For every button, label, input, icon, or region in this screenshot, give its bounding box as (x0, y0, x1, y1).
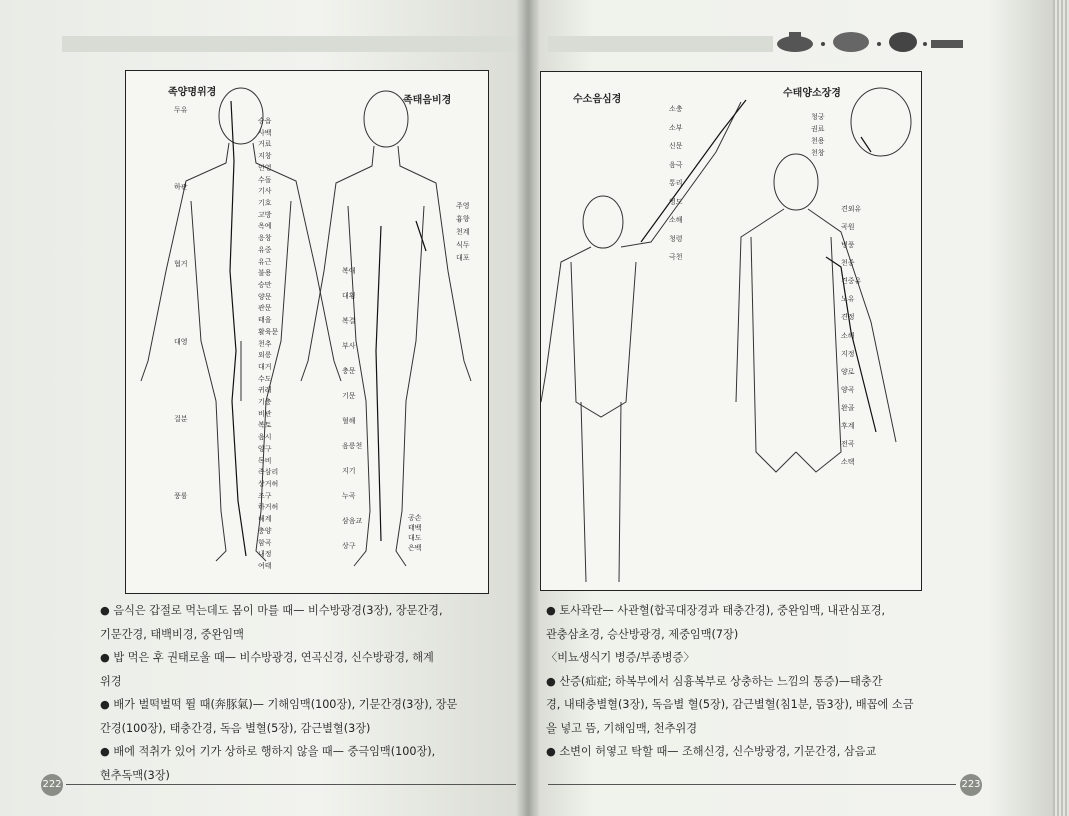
acupoint-label: 통리 (669, 179, 683, 187)
acupoint-label: 후계 (841, 421, 855, 430)
acupoint-label: 하관 (174, 183, 188, 192)
acupoint-label: 관문 (258, 304, 272, 313)
acupoint-label: 신문 (669, 142, 683, 150)
acupoint-label: 활육문 (258, 327, 279, 336)
acupoint-label: 불용 (258, 269, 272, 278)
acupoint-label: 대영 (174, 337, 188, 346)
right-body-text (546, 599, 914, 764)
acupoint-label: 음시 (258, 433, 272, 442)
acupoint-label: 소택 (841, 458, 855, 466)
acupoint-label: 완골 (841, 403, 855, 412)
acupoint-label: 곡원 (841, 223, 855, 232)
acupoint-label: 기문 (342, 392, 356, 400)
acupoint-label: 주영 (456, 202, 470, 210)
rice-cake-icon (833, 32, 869, 52)
paragraph-line: ● 산증(疝症; 하복부에서 심흉복부로 상충하는 느낌의 통증)—태충간 (546, 674, 883, 688)
paragraph-line: 경, 내태충별혈(3장), 독음별 혈(5장), 감근별혈(침1분, 뜸3장), 배꼽에 소금 (546, 698, 914, 711)
acupoint-label: 노유 (841, 295, 855, 304)
book-gutter (516, 0, 540, 816)
figure-title-heart-meridian: 수소음심경 (573, 94, 622, 105)
board-icon (931, 40, 963, 48)
left-page (0, 0, 528, 816)
acupoint-label: 고방 (258, 210, 272, 219)
acupoint-label: 음릉천 (342, 442, 363, 450)
acupoint-label: 지창 (258, 152, 272, 161)
acupoint-label: 지기 (342, 467, 356, 475)
paragraph-line: 위경 (100, 674, 122, 688)
acupoint-label: 수도 (258, 374, 272, 383)
acupoint-label: 수돌 (258, 175, 272, 184)
page-number-left: 222 (41, 774, 63, 796)
acupoint-label: 복애 (342, 267, 356, 275)
acupoint-label: 복결 (342, 317, 356, 325)
page-number-right: 223 (960, 774, 982, 796)
paragraph-line: ● 배가 벌떡벌떡 뛸 때(奔豚氣)— 기해임맥(100장), 기문간경(3장), 장문 (100, 698, 458, 711)
acupoint-label: 소해 (841, 331, 855, 340)
footer-rule (548, 784, 956, 785)
acupoint-label: 귀래 (258, 386, 272, 395)
acupoint-label: 식두 (456, 241, 470, 249)
acupoint-label: 부사 (342, 342, 356, 350)
acupoint-label: 응창 (258, 234, 272, 243)
acupoint-label: 견중유 (841, 277, 862, 286)
acupoint-label: 함곡 (258, 538, 272, 547)
acupoint-label: 청령 (669, 234, 683, 243)
acupoint-label: 청궁 (811, 113, 825, 121)
acupoint-label: 태백 (408, 524, 422, 532)
acupoint-label: 누곡 (342, 492, 356, 500)
paragraph-line: 기문간경, 태백비경, 중완임맥 (100, 627, 244, 641)
section-heading: 〈비뇨생식기 병증/부종병증〉 (546, 651, 695, 664)
acupoint-label: 기호 (258, 198, 272, 207)
acupoint-label: 흉향 (456, 215, 470, 223)
acupoint-label: 천용 (811, 137, 825, 145)
acupoint-label: 승읍 (258, 117, 272, 125)
pot-icon (777, 32, 813, 52)
acupoint-label: 음극 (669, 160, 683, 169)
acupoint-label: 복토 (258, 421, 272, 430)
acupoint-label: 권료 (811, 125, 825, 133)
acupoint-label: 충문 (342, 367, 356, 375)
acupoint-label: 영도 (669, 197, 683, 206)
acupoint-label: 대포 (456, 254, 470, 262)
acupoint-label: 공손 (408, 514, 422, 522)
acupoint-label: 혈해 (342, 417, 356, 425)
header-icons (775, 26, 965, 58)
acupoint-label: 대거 (258, 362, 272, 371)
acupoint-label: 걸분 (174, 414, 188, 423)
figure-title-small-intestine-meridian: 수태양소장경 (783, 88, 841, 99)
paragraph-line: ● 배에 적취가 있어 기가 상하로 행하지 않을 때— 중극임맥(100장), (100, 745, 436, 758)
acupoint-label: 대도 (408, 534, 422, 542)
paragraph-line: ● 음식은 갑절로 먹는데도 몸이 마를 때— 비수방광경(3장), 장문간경, (100, 604, 443, 617)
acupoint-label: 삼음교 (342, 517, 363, 525)
acupoint-label: 충양 (258, 526, 272, 535)
right-page (528, 0, 1069, 816)
acupoint-figure-left (125, 70, 489, 594)
acupoint-label: 기충 (258, 398, 272, 407)
acupoint-label: 병풍 (841, 241, 855, 250)
acupoint-label: 거료 (258, 140, 272, 149)
acupoint-label: 내정 (258, 550, 272, 559)
acupoint-label: 양문 (258, 292, 272, 301)
acupoint-label: 소충 (669, 105, 683, 113)
acupoint-label: 천창 (811, 149, 825, 157)
acupoint-label: 지정 (841, 349, 855, 358)
acupoint-label: 천추 (258, 339, 272, 348)
acupoint-label: 유근 (258, 257, 272, 266)
acupoint-label: 승만 (258, 280, 272, 289)
acupoint-label: 독비 (258, 456, 272, 465)
acupoint-label: 천계 (456, 228, 470, 236)
acupoint-label: 풍륭 (174, 492, 188, 500)
acupoint-label: 여태 (258, 562, 272, 570)
acupoint-label: 기사 (258, 187, 272, 196)
header-decoration (548, 36, 773, 52)
paragraph-line: 간경(100장), 태충간경, 독음 별혈(5장), 감근별혈(3장) (100, 721, 371, 735)
paragraph-line: ● 토사곽란— 사관혈(합곡대장경과 태충간경), 중완임맥, 내관심포경, (546, 604, 886, 617)
acupoint-label: 견외유 (841, 205, 862, 213)
page-edge (1053, 0, 1069, 816)
acupoint-label: 은백 (408, 544, 422, 552)
acupoint-label: 하거허 (258, 503, 279, 512)
acupoint-label: 견정 (841, 313, 855, 322)
footer-rule (66, 784, 516, 785)
acupoint-label: 해계 (258, 515, 272, 524)
acupoint-label: 상구 (342, 542, 356, 550)
acupoint-label: 조구 (258, 491, 272, 500)
acupoint-label: 극천 (669, 253, 683, 261)
paragraph-line: 을 넣고 뜸, 기해임맥, 천추위경 (546, 721, 698, 735)
acupoint-label: 양곡 (841, 385, 855, 394)
acupoint-label: 소부 (669, 123, 683, 132)
header-decoration (62, 36, 528, 52)
body-outline-drawing (126, 71, 488, 593)
acupoint-label: 비관 (258, 409, 272, 418)
paragraph-line: 현추독맥(3장) (100, 768, 170, 782)
acupoint-label: 협거 (174, 260, 188, 269)
acupoint-label: 인영 (258, 163, 272, 172)
acupoint-label: 양구 (258, 444, 272, 453)
acupoint-label: 두유 (174, 106, 188, 114)
acupoint-label: 외릉 (258, 351, 272, 360)
acupoint-label: 태을 (258, 316, 272, 325)
acupoint-label: 옥예 (258, 222, 272, 231)
figure-title-stomach-meridian: 족양명위경 (168, 87, 217, 98)
paragraph-line: ● 소변이 허옇고 탁할 때— 조해신경, 신수방광경, 기문간경, 삼음교 (546, 745, 877, 758)
acupoint-label: 상거허 (258, 480, 279, 489)
acupoint-label: 사백 (258, 128, 272, 137)
acupoint-label: 대횡 (342, 292, 356, 300)
bowl-icon (889, 32, 917, 52)
paragraph-line: ● 밥 먹은 후 권태로울 때— 비수방광경, 연곡신경, 신수방광경, 해계 (100, 651, 434, 664)
left-body-text (100, 599, 457, 787)
acupoint-label: 천종 (841, 259, 855, 268)
body-outline-drawing (541, 72, 921, 590)
acupoint-label: 양로 (841, 367, 855, 376)
acupoint-label: 유중 (258, 245, 272, 254)
acupoint-label: 소해 (669, 216, 683, 224)
acupoint-label: 족삼리 (258, 468, 279, 477)
acupoint-figure-right (540, 71, 922, 591)
acupoint-label: 전곡 (841, 439, 855, 448)
figure-title-spleen-meridian: 족태음비경 (403, 95, 452, 106)
paragraph-line: 관충삼초경, 승산방광경, 제중임맥(7장) (546, 627, 739, 641)
